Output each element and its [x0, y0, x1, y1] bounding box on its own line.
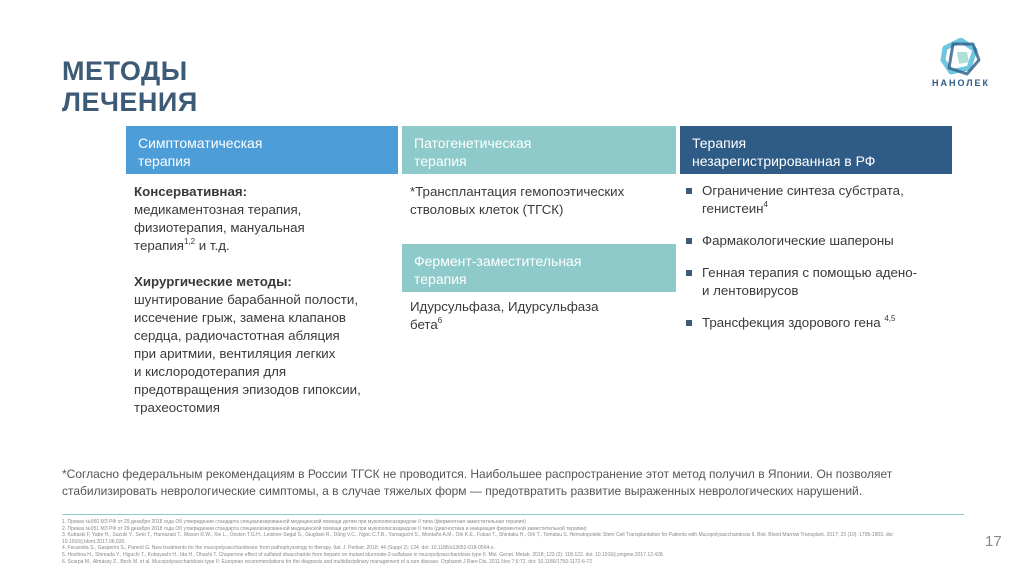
- pathogenetic-therapy-header: [402, 126, 676, 174]
- text-line: сердца, радиочастотная абляция: [134, 328, 340, 343]
- reference-item: 4. Fecarotta S., Gasperini S., Parenti G. New treatments for the mucopolysaccharidoses: from pathophysiology to therapy. Ital. J. Pediatr. 2018; 44 (Suppl 2): 124. doi: 10.1186/s13052-018-0564-z.: [62, 545, 495, 552]
- text-line: Фармакологические шапероны: [702, 233, 894, 248]
- text-line: Генная терапия с помощью адено-: [702, 265, 918, 280]
- text-line: Ограничение синтеза субстрата,: [702, 183, 904, 198]
- reference-sup: 6: [437, 316, 443, 325]
- title-line-1: МЕТОДЫ: [62, 56, 188, 86]
- reference-sup: 4,5: [884, 314, 896, 323]
- text-line: трахеостомия: [134, 400, 220, 415]
- list-item: [680, 182, 950, 218]
- text-line: шунтирование барабанной полости,: [134, 292, 359, 307]
- page-title: [62, 56, 198, 118]
- text-fragment: терапия: [134, 238, 184, 253]
- surgical-title: Хирургические методы:: [134, 274, 292, 289]
- text-line: [702, 314, 950, 332]
- symptomatic-therapy-header: [126, 126, 398, 174]
- text-line: [410, 316, 674, 334]
- enzyme-therapy-header: [402, 244, 676, 292]
- text-line: [134, 237, 396, 255]
- square-bullet-icon: [686, 320, 692, 326]
- text-line: и лентовирусов: [702, 283, 799, 298]
- symptomatic-therapy-body: [134, 183, 396, 417]
- text-line: медикаментозная терапия,: [134, 202, 302, 217]
- footnote: [62, 466, 942, 500]
- header-line: Патогенетическая: [414, 135, 532, 151]
- text-line: при аритмии, вентиляция легких: [134, 346, 336, 361]
- list-item: [680, 314, 950, 332]
- enzyme-therapy-body: [410, 298, 674, 334]
- text-fragment: бета: [410, 317, 438, 332]
- square-bullet-icon: [686, 188, 692, 194]
- footnote-line: *Согласно федеральным рекомендациям в России ТГСК не проводится. Наибольшее распространение этот метод получил в Японии. Он позволяет: [62, 467, 893, 481]
- title-line-2: ЛЕЧЕНИЯ: [62, 87, 198, 117]
- reference-item: 6. Scarpa M., Almássy Z., Beck M. et al. Mucopolysaccharidosis type II: European recommendations for the diagnosis and multidisciplinary management of a rare disease. Orphanet J Rare Dis. 2011 Nov 7;6:72. doi: 10.1186/1750-1172-6-72: [62, 558, 592, 565]
- nanolek-logo-icon: [939, 38, 983, 76]
- unregistered-therapy-header: [680, 126, 952, 174]
- header-line: терапия: [414, 153, 467, 169]
- text-line: *Трансплантация гемопоэтических: [410, 184, 625, 199]
- text-line: физиотерапия, мануальная: [134, 220, 305, 235]
- text-line: Идурсульфаза, Идурсульфаза: [410, 299, 599, 314]
- text-line: иссечение грыж, замена клапанов: [134, 310, 346, 325]
- header-line: Фермент-заместительная: [414, 253, 582, 269]
- reference-item: 3. Kubaski F, Yabe H., Suzuki Y., Seto T., Hamazaki T., Mason R.W., Xie L., Onsten T.G.H., Leistner-Segal S., Giugliani R., Dũng V.C., Ngoc C.T.B., Yamaguchi S., Montaño A.M., Orii K.E., Fukao T., Shintaku H., Orii T., Tomatsu S. Hematopoietic Stem Cell Transplantation for Patients with Mucopolysaccharidosis II. Biol. Blood Marrow Transplant. 2017; 23 (10): 1795-1803. doi: 10.1016/j.bbmt.2017.06.020.: [62, 532, 894, 545]
- reference-sup: 1,2: [183, 237, 196, 246]
- square-bullet-icon: [686, 270, 692, 276]
- text-line: и кислородотерапия для: [134, 364, 287, 379]
- pathogenetic-therapy-body: [410, 183, 674, 219]
- footnote-line: стабилизировать неврологические симптомы, а в случае тяжелых форм — предотвратить развитие выраженных неврологических нарушений.: [62, 484, 863, 498]
- reference-item: 1. Приказ №950 МЗ РФ от 29 декабря 2018 года Об утверждении стандарта специализированной медицинской помощи детям при мукополисахаридозе II типа (ферментная заместительная терапия): [62, 519, 526, 525]
- reference-sup: 4: [763, 200, 768, 209]
- header-line: Симптоматическая: [138, 135, 263, 151]
- text-fragment: генистеин: [702, 201, 764, 216]
- divider: [62, 514, 964, 515]
- text-line: стволовых клеток (ТГСК): [410, 202, 564, 217]
- unregistered-therapy-list: [680, 182, 950, 346]
- conservative-title: Консервативная:: [134, 184, 248, 199]
- square-bullet-icon: [686, 238, 692, 244]
- logo-text: НАНОЛЕК: [931, 78, 991, 88]
- text-fragment: Трансфекция здорового гена: [702, 315, 885, 330]
- header-line: терапия: [138, 153, 191, 169]
- header-line: незарегистрированная в РФ: [692, 153, 876, 169]
- page-number: 17: [985, 533, 1002, 550]
- reference-item: 5. Hoshina H., Shimada Y., Higuchi T., Kobayashi H., Ida H., Ohashi T. Chaperone effect of sulfated disaccharide from heparin on mutant iduronate-2-sulfatase in mucopolysaccharidosis type II. Mol. Genet. Metab. 2018; 123 (2): 118-122. doi: 10.1016/j.ymgme.2017.12.428.: [62, 551, 665, 558]
- text-line: [702, 200, 950, 218]
- header-line: терапия: [414, 271, 467, 287]
- references: [62, 519, 942, 565]
- reference-item: 2. Приказ №951 МЗ РФ от 29 декабря 2018 года Об утверждении стандарта специализированной медицинской помощи детям при мукополисахаридозе II типа (диагностика и инициация ферментной заместительной терапии): [62, 525, 587, 532]
- list-item: [680, 232, 950, 250]
- list-item: [680, 264, 950, 300]
- text-line: предотвращения эпизодов гипоксии,: [134, 382, 361, 397]
- header-line: Терапия: [692, 135, 747, 151]
- company-logo: [924, 38, 998, 88]
- text-fragment: и т.д.: [195, 238, 230, 253]
